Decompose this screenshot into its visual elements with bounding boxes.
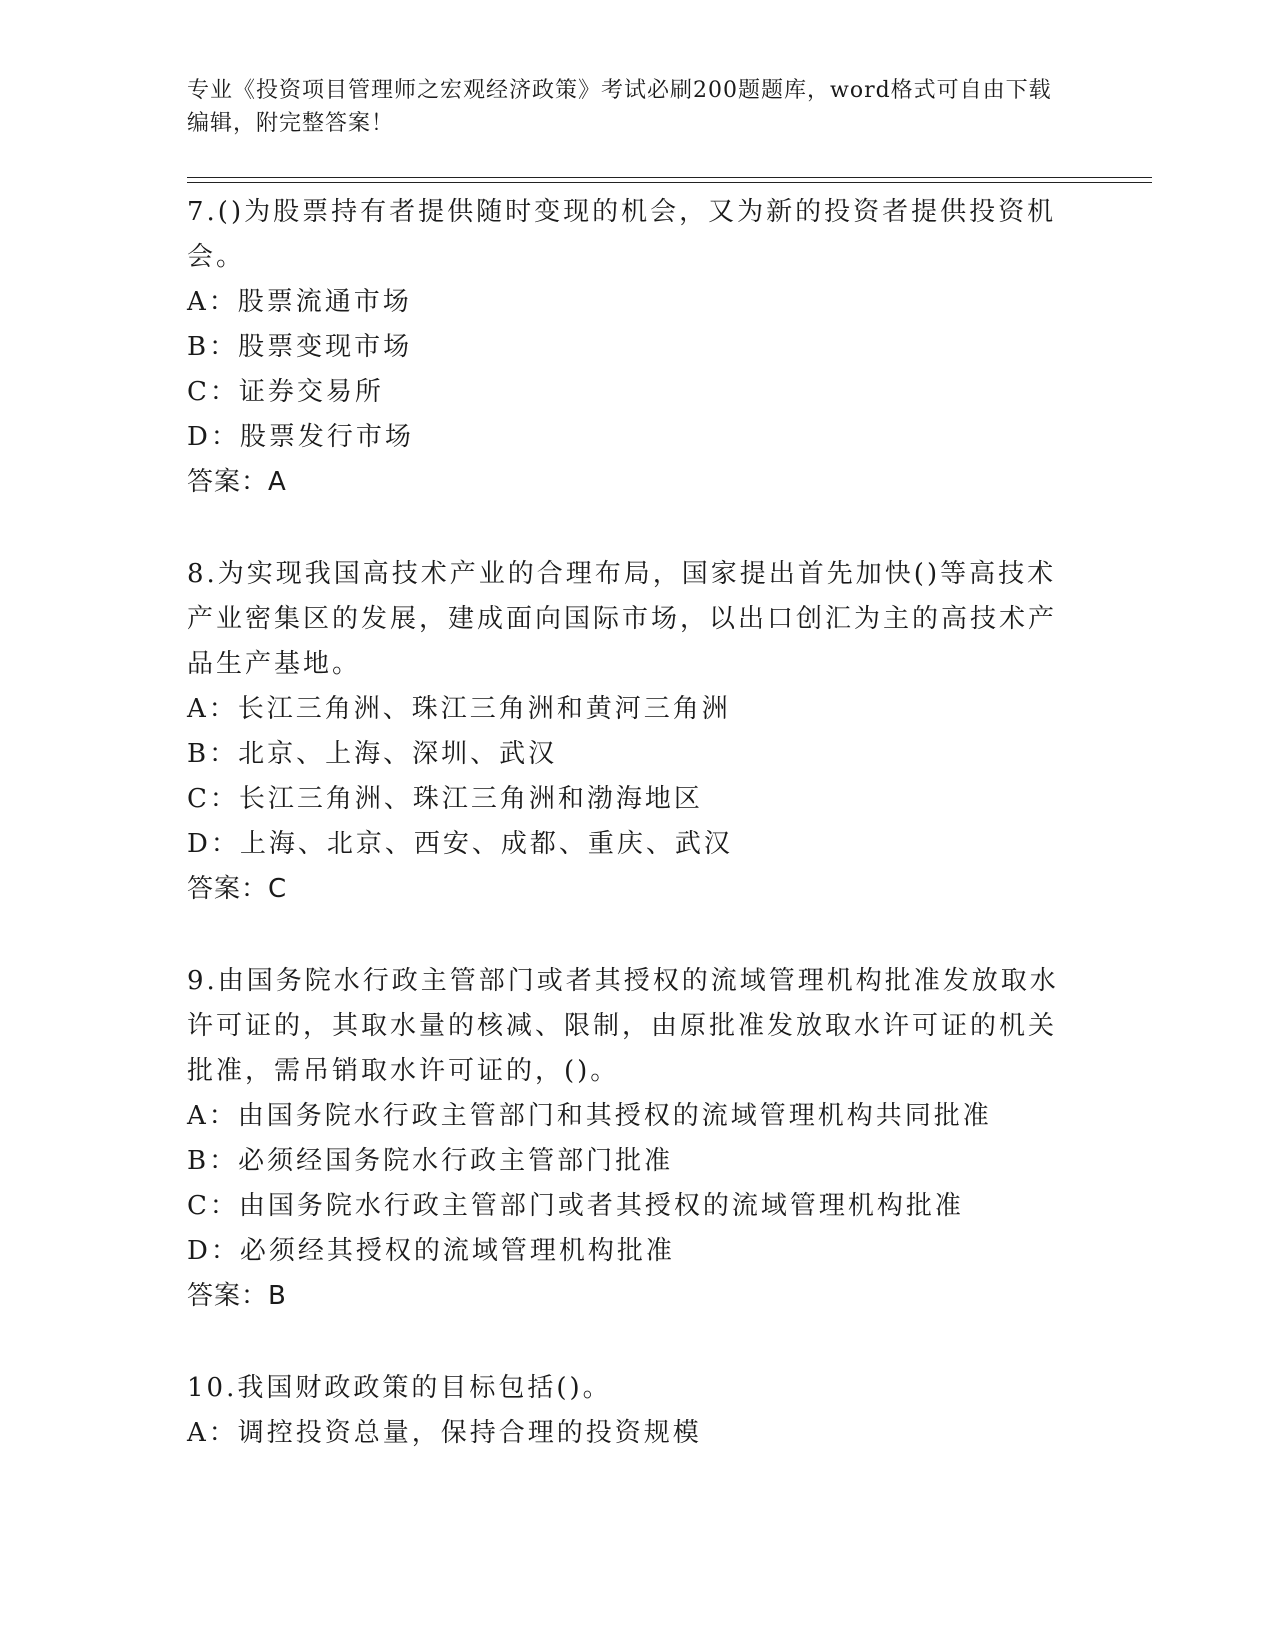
question-stem: 10.我国财政政策的目标包括()。: [187, 1373, 612, 1403]
header-divider-top: [187, 177, 1152, 178]
question-stem: 8.为实现我国高技术产业的合理布局，国家提出首先加快()等高技术产业密集区的发展，建成面向国际市场，以出口创汇为主的高技术产品生产基地。: [187, 559, 1058, 679]
header-divider-bottom: [187, 182, 1152, 183]
option-a: A：长江三角洲、珠江三角洲和黄河三角洲: [187, 694, 731, 724]
question-list: [187, 190, 1067, 1503]
option-b: B：必须经国务院水行政主管部门批准: [187, 1146, 674, 1176]
question-7: [187, 190, 1067, 505]
option-b: B：股票变现市场: [187, 332, 413, 362]
option-a: A：股票流通市场: [187, 287, 412, 317]
question-stem: 9.由国务院水行政主管部门或者其授权的流域管理机构批准发放取水许可证的，其取水量的核减、限制，由原批准发放取水许可证的机关批准，需吊销取水许可证的，()。: [187, 966, 1059, 1086]
option-c: C：证券交易所: [187, 377, 384, 407]
question-stem: 7.()为股票持有者提供随时变现的机会，又为新的投资者提供投资机会。: [187, 197, 1057, 272]
question-10: [187, 1366, 1067, 1456]
option-c: C：由国务院水行政主管部门或者其授权的流域管理机构批准: [187, 1191, 964, 1221]
option-d: D：上海、北京、西安、成都、重庆、武汉: [187, 829, 733, 859]
answer-line: 答案：B: [187, 1281, 287, 1311]
answer-line: 答案：A: [187, 467, 287, 497]
option-d: D：股票发行市场: [187, 422, 414, 452]
question-9: [187, 959, 1067, 1319]
question-8: [187, 552, 1067, 912]
answer-line: 答案：C: [187, 874, 288, 904]
option-d: D：必须经其授权的流域管理机构批准: [187, 1236, 675, 1266]
document-header: 专业《投资项目管理师之宏观经济政策》考试必刷200题题库，word格式可自由下载编辑，附完整答案！: [187, 78, 1052, 136]
option-b: B：北京、上海、深圳、武汉: [187, 739, 558, 769]
option-a: A：调控投资总量，保持合理的投资规模: [187, 1418, 702, 1448]
option-a: A：由国务院水行政主管部门和其授权的流域管理机构共同批准: [187, 1101, 992, 1131]
option-c: C：长江三角洲、珠江三角洲和渤海地区: [187, 784, 703, 814]
